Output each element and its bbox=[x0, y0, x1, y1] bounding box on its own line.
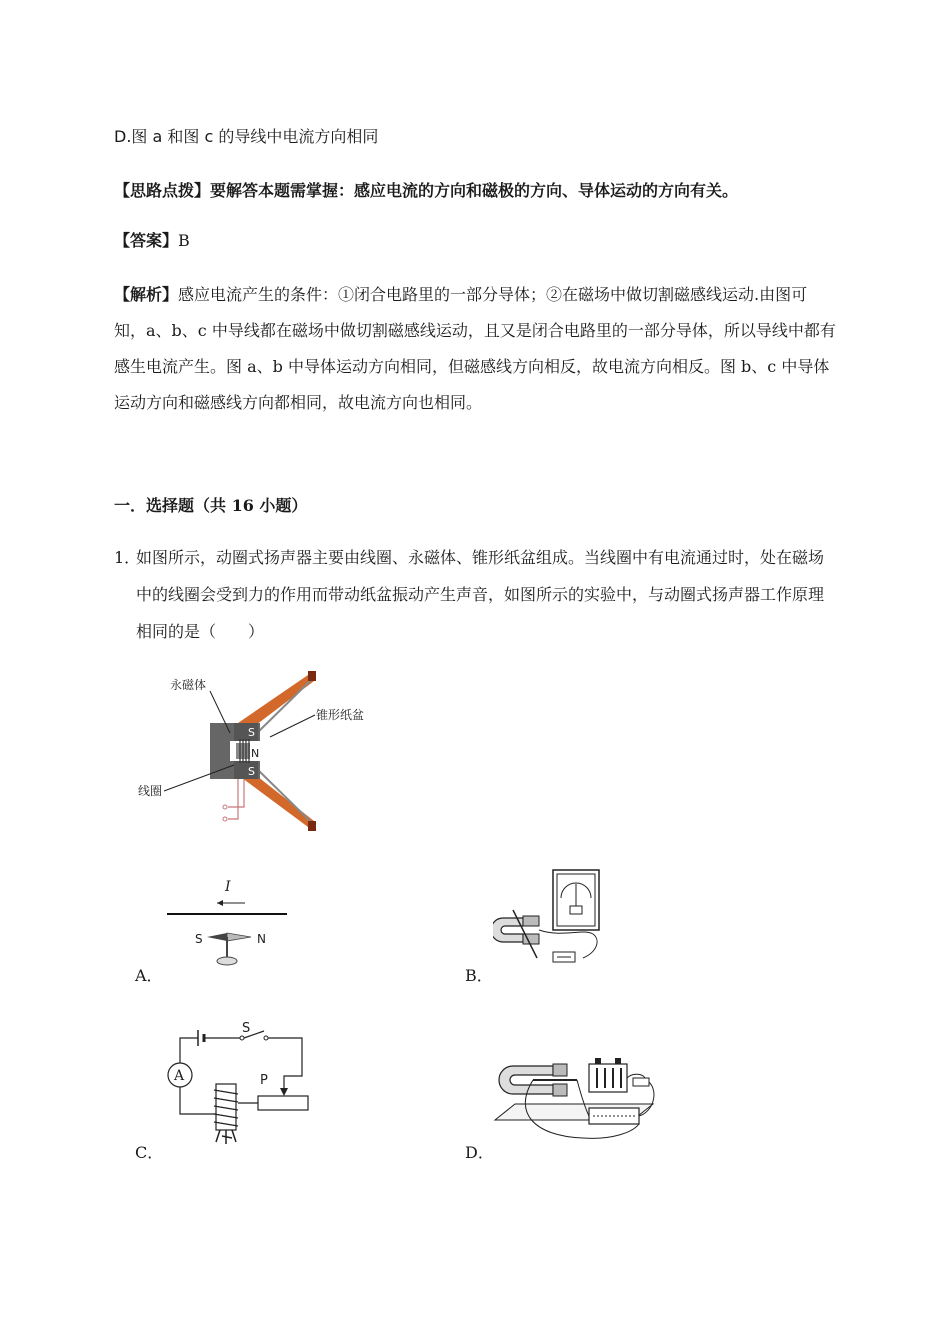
answer-label: 【答案】 bbox=[114, 231, 179, 250]
switch-label: S bbox=[242, 1021, 251, 1036]
option-d-label[interactable]: D． bbox=[465, 1143, 494, 1162]
label-cone: 锥形纸盆 bbox=[316, 708, 365, 722]
hint-line bbox=[114, 181, 738, 201]
current-label: I bbox=[225, 879, 231, 895]
answer-value: B bbox=[178, 231, 190, 250]
analysis-label: 【解析】 bbox=[114, 285, 179, 304]
compass-needle-n bbox=[227, 933, 251, 941]
option-d-figure bbox=[493, 1052, 663, 1144]
pole-label-n: N bbox=[251, 747, 260, 760]
previous-option-d: D.图 a 和图 c 的导线中电流方向相同 bbox=[114, 127, 379, 146]
analysis-paragraph bbox=[114, 277, 836, 421]
cone-top-arm bbox=[238, 675, 314, 731]
pole-label-s-bottom: S bbox=[248, 765, 255, 778]
needle-label-s: S bbox=[195, 932, 203, 946]
option-c-figure bbox=[160, 1018, 315, 1146]
needle-label-n: N bbox=[257, 932, 266, 946]
section-title: 一．选择题（共 16 小题） bbox=[114, 496, 308, 515]
option-a-figure bbox=[165, 875, 290, 970]
ammeter-label: A bbox=[174, 1068, 185, 1084]
label-coil: 线圈 bbox=[138, 784, 163, 798]
option-a-label[interactable]: A． bbox=[135, 966, 163, 985]
slider-label: P bbox=[260, 1073, 268, 1088]
question-1 bbox=[114, 539, 836, 650]
hint-text: 要解答本题需掌握：感应电流的方向和磁极的方向、导体运动的方向有关。 bbox=[210, 181, 739, 200]
option-b-figure bbox=[493, 868, 605, 970]
question-number: 1． bbox=[114, 548, 141, 567]
hint-label: 【思路点拨】 bbox=[114, 181, 211, 200]
compass-needle-s bbox=[207, 933, 227, 941]
pole-label-s-top: S bbox=[248, 726, 255, 739]
option-b-label[interactable]: B． bbox=[465, 966, 493, 985]
option-c-label[interactable]: C． bbox=[135, 1143, 164, 1162]
analysis-text: 感应电流产生的条件：①闭合电路里的一部分导体；②在磁场中做切割磁感线运动.由图可知，a、b、c 中导线都在磁场中做切割磁感线运动，且又是闭合电路里的一部分导体，所以导线中都有感生电流产生。图 a、b 中导体运动方向相同，但磁感线方向相反，故电流方向相反。图 b、c 中导体运动方向和磁感线方向都相同，故电流方向也相同。 bbox=[114, 285, 836, 412]
speaker-diagram bbox=[130, 665, 390, 845]
answer-line bbox=[114, 231, 190, 251]
rheostat bbox=[258, 1096, 308, 1110]
question-text: 如图所示，动圈式扬声器主要由线圈、永磁体、锥形纸盆组成。当线圈中有电流通过时，处在磁场中的线圈会受到力的作用而带动纸盆振动产生声音，如图所示的实验中，与动圈式扬声器工作原理相同的是（ ） bbox=[136, 548, 825, 641]
label-magnet: 永磁体 bbox=[170, 678, 207, 692]
tacks bbox=[216, 1130, 236, 1144]
